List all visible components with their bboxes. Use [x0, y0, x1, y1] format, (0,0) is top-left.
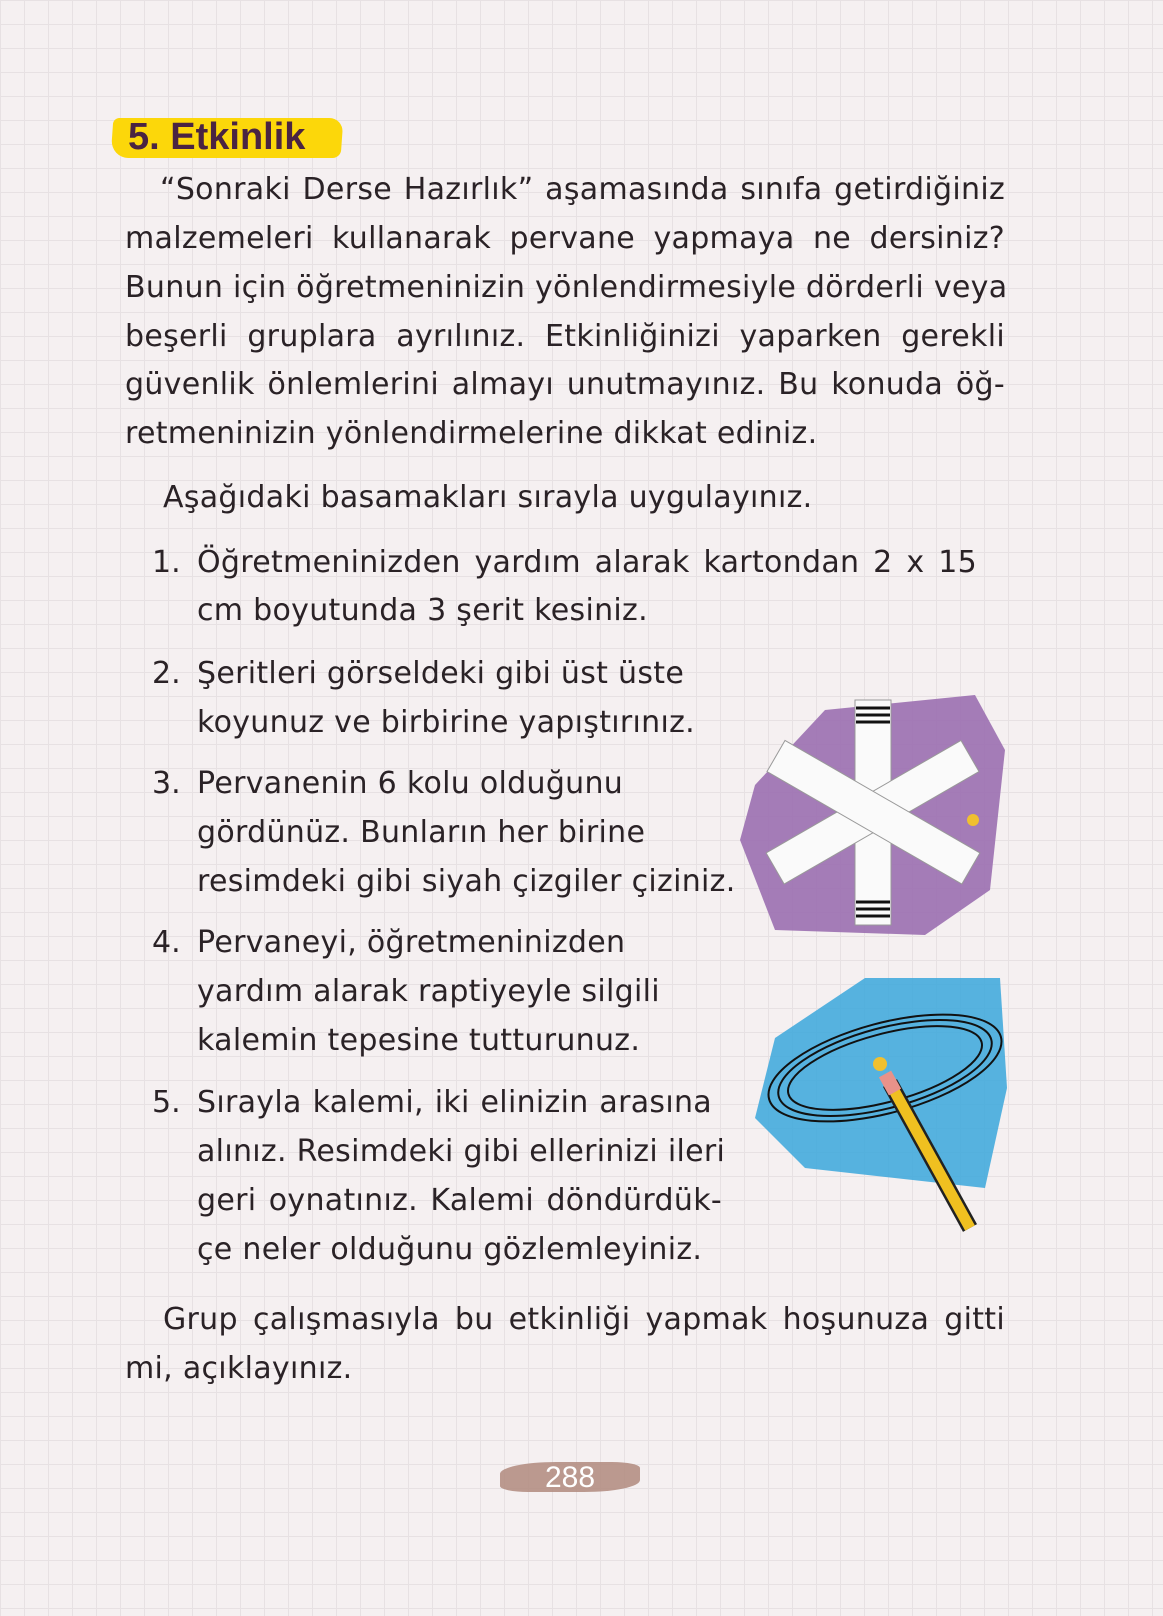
intro-line: malzemeleri kullanarak pervane yapmaya ne dersiniz?: [125, 221, 1005, 256]
step-line: yardım alarak raptiyeyle silgili: [197, 974, 660, 1009]
intro-line: retmeninizin yönlendirmelerine dikkat ediniz.: [125, 416, 818, 451]
step-number: 3.: [152, 766, 181, 801]
step-number: 4.: [152, 925, 181, 960]
step-line: koyunuz ve birbirine yapıştırınız.: [197, 705, 695, 740]
step-line: kalemin tepesine tutturunuz.: [197, 1023, 641, 1058]
intro-line: beşerli gruplara ayrılınız. Etkinliğinizi yaparken gerekli: [125, 319, 1005, 354]
step-number: 1.: [152, 545, 181, 580]
closing-line: Grup çalışmasıyla bu etkinliği yapmak hoşunuza gitti: [163, 1302, 1005, 1337]
pin-icon: [873, 1057, 887, 1071]
step-number: 2.: [152, 656, 181, 691]
spinning-pencil-illustration: [745, 968, 1010, 1233]
intro-line: güvenlik önlemlerini almayı unutmayınız. Bu konuda öğ-: [125, 367, 1005, 402]
step-line: resimdeki gibi siyah çizgiler çiziniz.: [197, 864, 736, 899]
page-number: 288: [544, 1461, 596, 1494]
step-line: alınız. Resimdeki gibi ellerinizi ileri: [197, 1134, 726, 1169]
page-number-badge: [480, 1448, 660, 1500]
step-line: Şeritleri görseldeki gibi üst üste: [197, 656, 685, 691]
step-line: Sırayla kalemi, iki elinizin arasına: [197, 1085, 712, 1120]
propeller-illustration: [735, 690, 1010, 940]
activity-heading: 5. Etkinlik: [128, 116, 306, 158]
intro-line: “Sonraki Derse Hazırlık” aşamasında sınıfa getirdiğiniz: [160, 172, 1005, 207]
step-line: Öğretmeninizden yardım alarak kartondan 2 x 15: [197, 545, 977, 580]
instruction: Aşağıdaki basamakları sırayla uygulayınız.: [163, 480, 813, 515]
pin-icon: [967, 814, 979, 826]
step-line: Pervanenin 6 kolu olduğunu: [197, 766, 624, 801]
step-line: Pervaneyi, öğretmeninizden: [197, 925, 626, 960]
step-line: gördünüz. Bunların her birine: [197, 815, 646, 850]
closing-line: mi, açıklayınız.: [125, 1351, 353, 1386]
intro-line: Bunun için öğretmeninizin yönlendirmesiyle dörderli veya: [125, 270, 1008, 305]
step-line: geri oynatınız. Kalemi döndürdük-: [197, 1183, 722, 1218]
step-line: çe neler olduğunu gözlemleyiniz.: [197, 1232, 703, 1267]
step-line: cm boyutunda 3 şerit kesiniz.: [197, 593, 648, 628]
step-number: 5.: [152, 1085, 181, 1120]
heading-block: [112, 112, 348, 162]
